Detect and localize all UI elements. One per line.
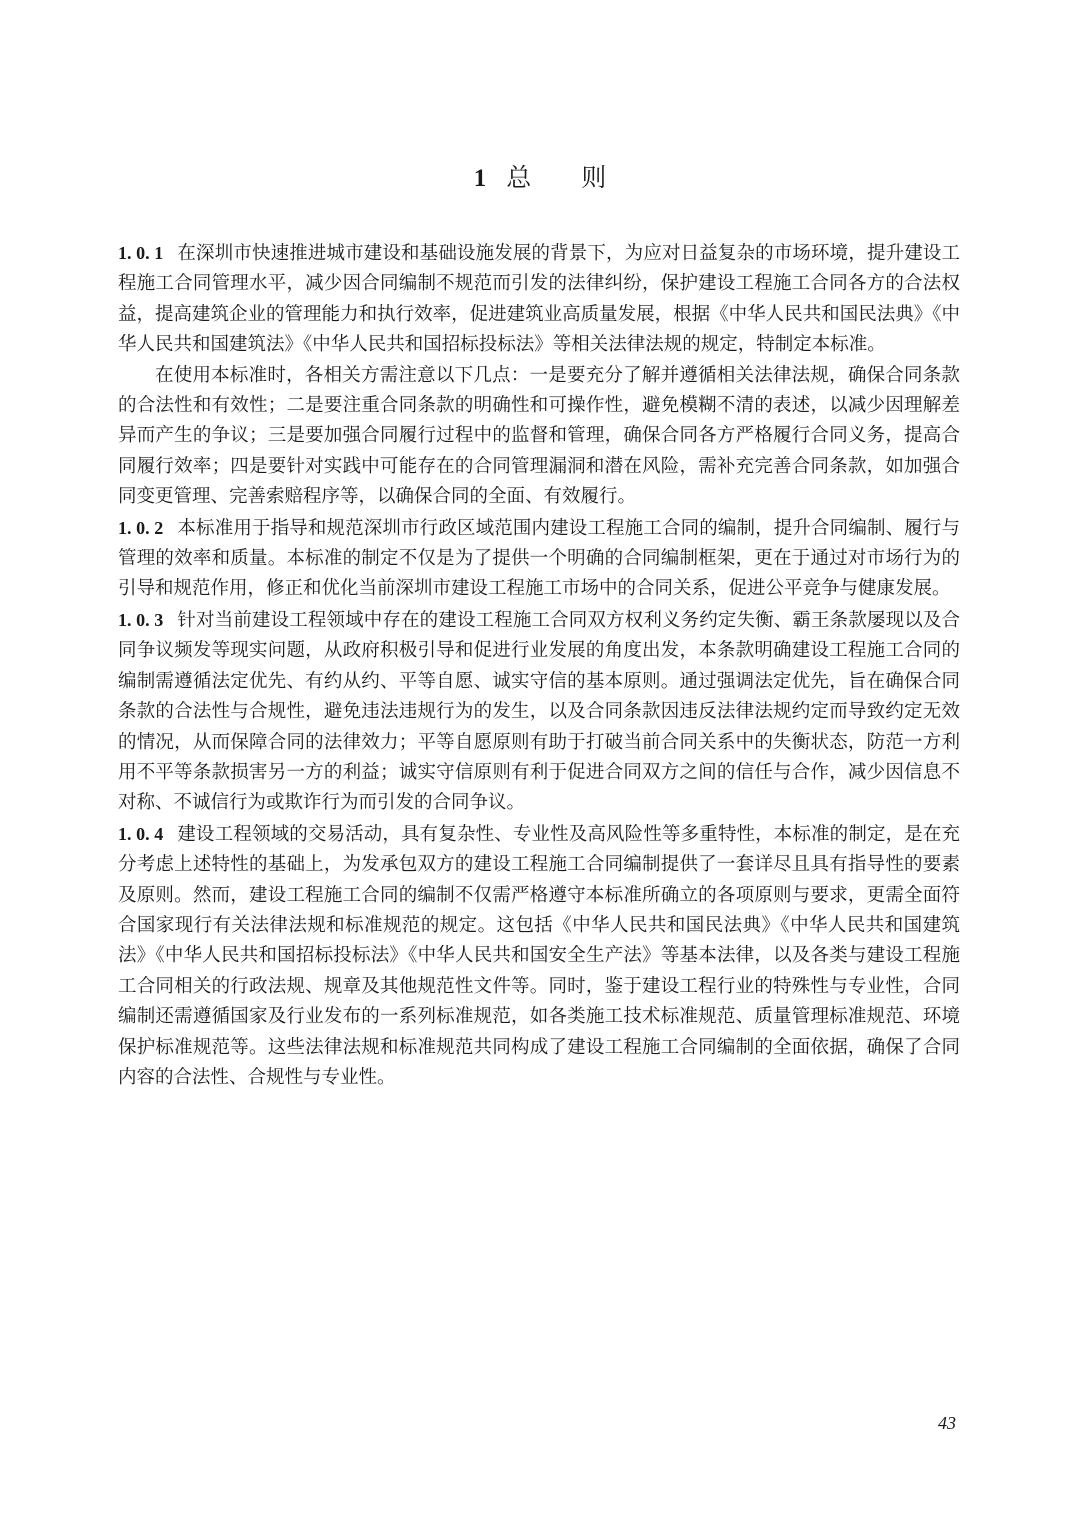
clause-number: 1. 0. 1 — [118, 243, 164, 263]
clause-1-0-1 — [118, 238, 960, 361]
clause-1-0-4 — [118, 819, 960, 1094]
chapter-title: 总则 — [506, 163, 657, 192]
clause-text: 在深圳市快速推进城市建设和基础设施发展的背景下，为应对日益复杂的市场环境，提升建设工程施工合同管理水平，减少因合同编制不规范而引发的法律纠纷，保护建设工程施工合同各方的合法权益，提高建筑企业的管理能力和执行效率，促进建筑业高质量发展，根据《中华人民共和国民法典》《中华人民共和国建筑法》《中华人民共和国招标投标法》等相关法律法规的规定，特制定本标准。 — [118, 243, 960, 356]
chapter-heading — [0, 160, 1080, 197]
clause-1-0-1-note: 在使用本标准时，各相关方需注意以下几点：一是要充分了解并遵循相关法律法规，确保合同条款的合法性和有效性；二是要注重合同条款的明确性和可操作性，避免模糊不清的表述，以减少因理解差异而产生的争议；三是要加强合同履行过程中的监督和管理，确保合同各方严格履行合同义务，提高合同履行效率；四是要针对实践中可能存在的合同管理漏洞和潜在风险，需补充完善合同条款，如加强合同变更管理、完善索赔程序等，以确保合同的全面、有效履行。 — [118, 364, 960, 508]
clause-text: 建设工程领域的交易活动，具有复杂性、专业性及高风险性等多重特性，本标准的制定，是在充分考虑上述特性的基础上，为发承包双方的建设工程施工合同编制提供了一套详尽且具有指导性的要素及原则。然而，建设工程施工合同的编制不仅需严格遵守本标准所确立的各项原则与要求，更需全面符合国家现行有关法律法规和标准规范的规定。这包括《中华人民共和国民法典》《中华人民共和国建筑法》《中华人民共和国招标投标法》《中华人民共和国安全生产法》等基本法律，以及各类与建设工程施工合同相关的行政法规、规章及其他规范性文件等。同时，鉴于建设工程行业的特殊性与专业性，合同编制还需遵循国家及行业发布的一系列标准规范，如各类施工技术标准规范、质量管理标准规范、环境保护标准规范等。这些法律法规和标准规范共同构成了建设工程施工合同编制的全面依据，确保了合同内容的合法性、合规性与专业性。 — [118, 823, 960, 1088]
document-body — [118, 238, 960, 1093]
clause-number: 1. 0. 2 — [118, 517, 164, 538]
chapter-number: 1 — [473, 165, 487, 192]
clause-number: 1. 0. 4 — [118, 823, 164, 844]
clause-1-0-2 — [118, 513, 960, 605]
clause-1-0-3 — [118, 605, 960, 819]
page-number: 43 — [938, 1413, 956, 1433]
clause-number: 1. 0. 3 — [118, 609, 164, 630]
clause-text: 本标准用于指导和规范深圳市行政区域范围内建设工程施工合同的编制，提升合同编制、履行与管理的效率和质量。本标准的制定不仅是为了提供一个明确的合同编制框架，更在于通过对市场行为的引导和规范作用，修正和优化当前深圳市建设工程施工市场中的合同关系，促进公平竞争与健康发展。 — [118, 517, 960, 600]
clause-text: 针对当前建设工程领域中存在的建设工程施工合同双方权利义务约定失衡、霸王条款屡现以及合同争议频发等现实问题，从政府积极引导和促进行业发展的角度出发，本条款明确建设工程施工合同的编制需遵循法定优先、有约从约、平等自愿、诚实守信的基本原则。通过强调法定优先，旨在确保合同条款的合法性与合规性，避免违法违规行为的发生，以及合同条款因违反法律法规约定而导致约定无效的情况，从而保障合同的法律效力；平等自愿原则有助于打破当前合同关系中的失衡状态，防范一方利用不平等条款损害另一方的利益；诚实守信原则有利于促进合同双方之间的信任与合作，减少因信息不对称、不诚信行为或欺诈行为而引发的合同争议。 — [118, 609, 960, 814]
